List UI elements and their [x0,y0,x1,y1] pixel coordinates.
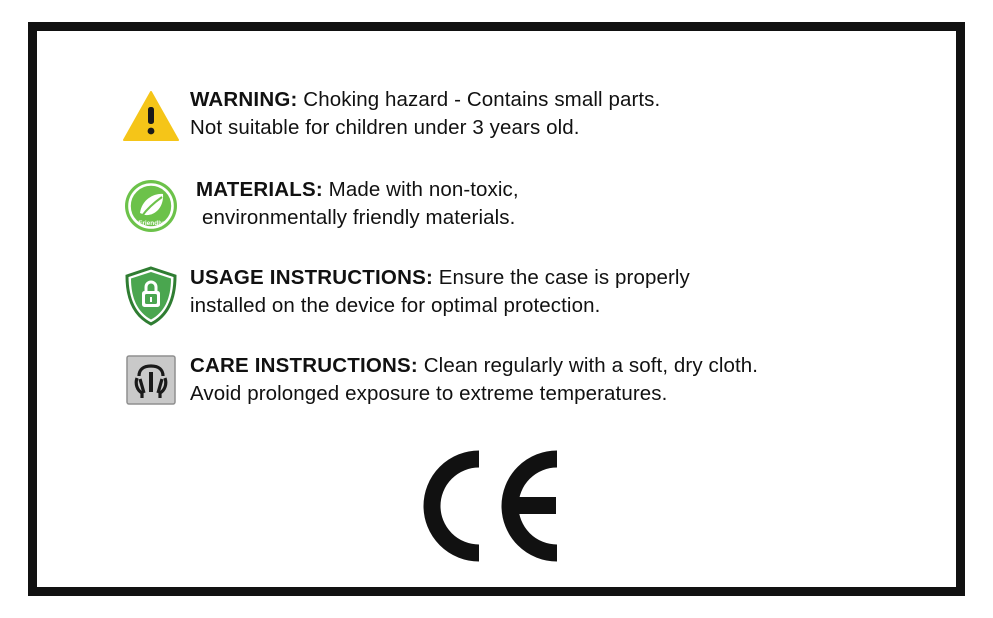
svg-text:Friendly: Friendly [138,220,164,227]
label-row-usage [112,262,932,336]
label-row-warning-line1-rest: Choking hazard - Contains small parts. [297,88,661,111]
label-row-usage-heading: USAGE INSTRUCTIONS: [190,266,433,289]
label-row-care-heading: CARE INSTRUCTIONS: [190,354,418,377]
label-row-care-line1 [190,352,932,380]
label-row-materials-line1-rest: Made with non-toxic, [322,178,519,201]
ce-conformity-mark [37,447,956,565]
label-row-care-line1-rest: Clean regularly with a soft, dry cloth. [417,354,759,377]
label-rows [112,86,932,438]
handle-with-care-icon [112,350,190,406]
label-row-warning-line1 [190,86,932,114]
shield-lock-icon [112,262,190,326]
label-row-care-line2: Avoid prolonged exposure to extreme temperatures. [190,382,668,405]
warning-triangle-icon [112,86,190,142]
label-row-materials-line1 [196,176,932,204]
label-row-materials-heading: MATERIALS: [196,178,323,201]
eco-friendly-leaf-badge-icon [112,174,190,234]
label-row-usage-line1 [190,264,932,292]
label-row-warning-text [190,86,932,142]
label-row-care [112,350,932,424]
label-row-usage-line1-rest: Ensure the case is properly [432,266,690,289]
label-row-warning [112,86,932,160]
label-row-usage-line2: installed on the device for optimal protection. [190,294,601,317]
product-safety-label [28,22,965,596]
label-row-materials [112,174,932,248]
label-row-materials-line2: environmentally friendly materials. [202,206,516,229]
label-row-materials-text [190,174,932,232]
label-row-warning-heading: WARNING: [190,88,298,111]
label-row-care-text [190,350,932,408]
label-row-usage-text [190,262,932,320]
label-row-warning-line2: Not suitable for children under 3 years old. [190,116,580,139]
